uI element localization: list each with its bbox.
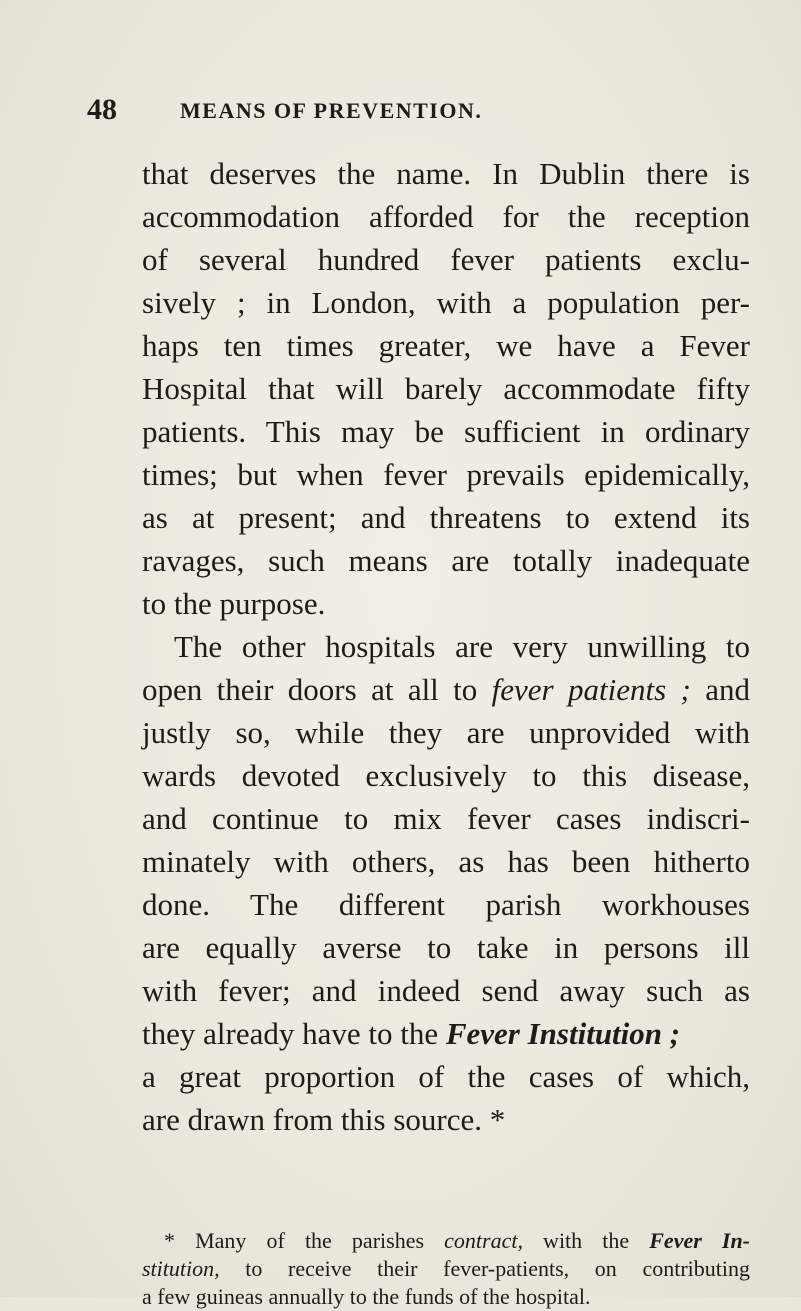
text-line: a great proportion of the cases of which, (142, 1059, 750, 1094)
text-line: are drawn from this source. * (142, 1102, 506, 1137)
text-line: Hospital that will barely accommodate fifty (142, 371, 750, 406)
emphasis-text: Fever In- (649, 1228, 751, 1253)
text-line: with fever; and indeed send away such as (142, 973, 750, 1008)
footnote-line: a few guineas annually to the funds of the hospital. (142, 1284, 591, 1309)
footnote (142, 1227, 750, 1311)
text-segment: and (690, 672, 750, 707)
text-line: ravages, such means are totally inadequate (142, 543, 750, 578)
emphasis-text: stitution, (142, 1256, 220, 1281)
text-line: as at present; and threatens to extend its (142, 500, 750, 535)
text-segment: * Many of the parishes (164, 1228, 445, 1253)
page-header (0, 90, 801, 130)
text-line: wards devoted exclusively to this disease, (142, 758, 750, 793)
text-line: that deserves the name. In Dublin there is (142, 156, 750, 191)
text-line: sively ; in London, with a population per- (142, 285, 750, 320)
text-line (142, 1012, 750, 1055)
text-line: done. The different parish workhouses (142, 887, 750, 922)
text-line: and continue to mix fever cases indiscri- (142, 801, 750, 836)
emphasis-text: Fever Institution ; (445, 1016, 681, 1051)
text-segment: open their doors at all to (142, 672, 492, 707)
text-line: The other hospitals are very unwilling to (174, 629, 750, 664)
emphasis-text: contract, (444, 1228, 523, 1253)
text-line (142, 668, 750, 711)
text-line: accommodation afforded for the reception (142, 199, 750, 234)
text-line: patients. This may be sufficient in ordinary (142, 414, 750, 449)
body-text (142, 152, 750, 1141)
text-segment: they already have to the (142, 1016, 446, 1051)
text-line: minately with others, as has been hitherto (142, 844, 750, 879)
running-head: MEANS OF PREVENTION. (180, 98, 483, 123)
text-line: justly so, while they are unprovided with (142, 715, 750, 750)
footnote-line (142, 1227, 750, 1255)
text-line: to the purpose. (142, 586, 326, 621)
emphasis-text: fever patients ; (491, 672, 691, 707)
text-segment: with the (522, 1228, 650, 1253)
text-line: of several hundred fever patients exclu- (142, 242, 750, 277)
text-line: times; but when fever prevails epidemically, (142, 457, 750, 492)
text-segment: to receive their fever-patients, on contributing (219, 1256, 750, 1281)
text-line: are equally averse to take in persons ill (142, 930, 750, 965)
page-number: 48 (87, 93, 117, 126)
footnote-line (142, 1255, 750, 1283)
text-line: haps ten times greater, we have a Fever (142, 328, 750, 363)
